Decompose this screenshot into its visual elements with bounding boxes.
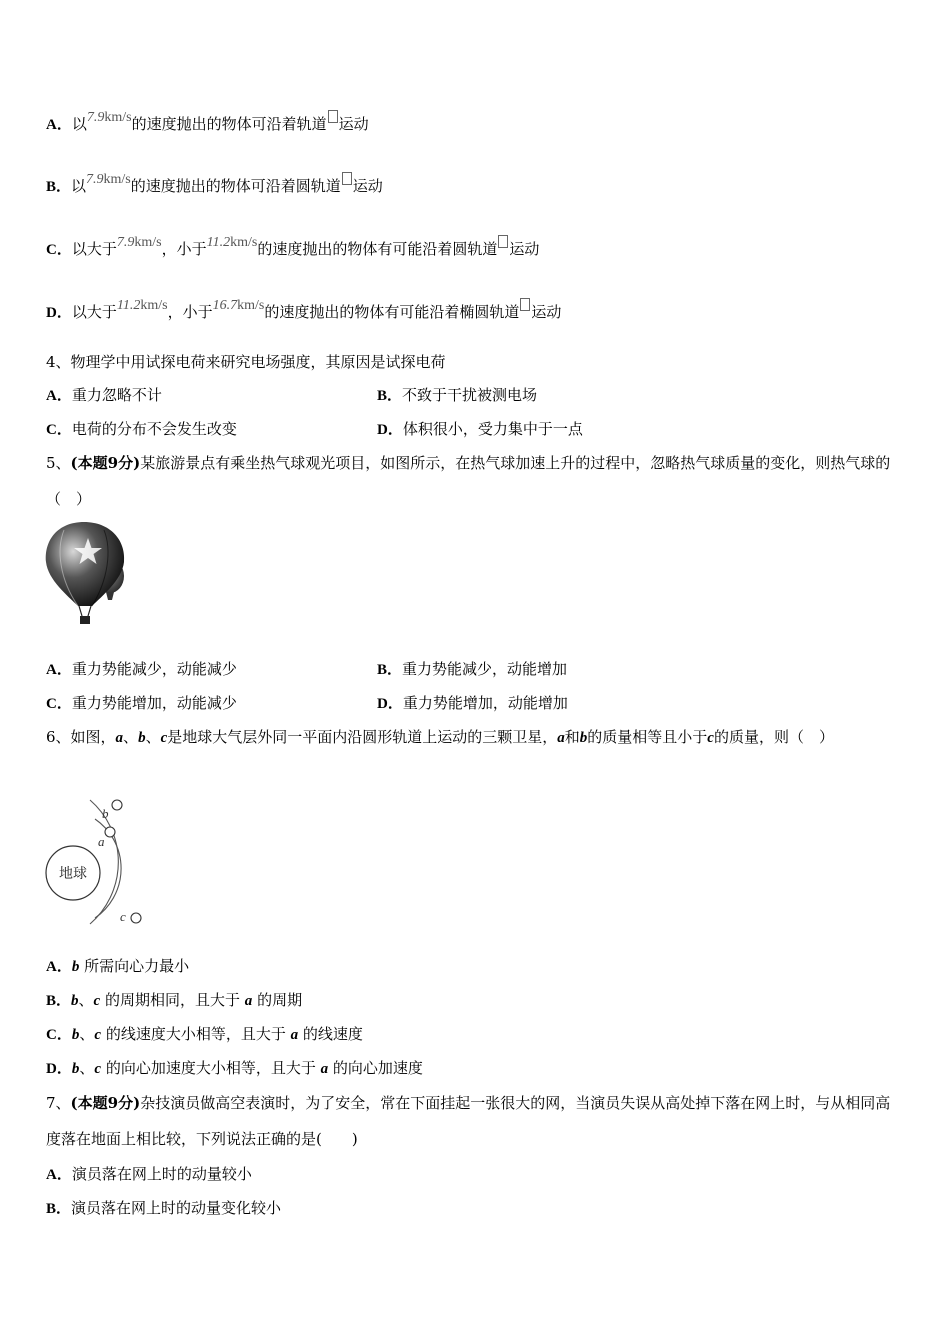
option-label: B． [46, 179, 72, 195]
speed-formula: 7.9km/s [86, 110, 132, 125]
q6-option-c: C．b、c 的线速度大小相等，且大于 a 的线速度 [46, 1025, 363, 1043]
label-c: c [120, 909, 126, 924]
satellite-orbit-diagram [40, 792, 170, 930]
q6-option-d: D．b、c 的向心加速度大小相等，且大于 a 的向心加速度 [46, 1059, 423, 1077]
q6-option-b: B．b、c 的周期相同，且大于 a 的周期 [46, 991, 303, 1009]
satellite-a [105, 827, 115, 837]
q4-option-a: A．重力忽略不计 [46, 386, 162, 404]
label-b: b [102, 806, 109, 821]
speed-formula: 7.9km/s [86, 172, 131, 187]
option-label: D． [46, 305, 72, 321]
q3-option-d: D．以大于11.2km/s，小于16.7km/s的速度抛出的物体有可能沿着椭圆轨道 运动 [46, 298, 562, 321]
q4-stem: 4、物理学中用试探电荷来研究电场强度，其原因是试探电荷 [46, 353, 446, 371]
q7-option-b: B．演员落在网上时的动量变化较小 [46, 1199, 282, 1217]
q4-option-b: B．不致于干扰被测电场 [377, 386, 538, 404]
speed-formula: 11.2km/s [206, 235, 258, 250]
q3-option-b: B．以7.9km/s的速度抛出的物体可沿着圆轨道 运动 [46, 172, 383, 195]
satellite-c [131, 913, 141, 923]
missing-glyph-box [328, 110, 338, 123]
q3-option-a: A．以7.9km/s的速度抛出的物体可沿着轨道 运动 [46, 110, 369, 133]
speed-formula: 11.2km/s [116, 298, 168, 313]
q6-stem: 6、如图，a、b、c是地球大气层外同一平面内沿圆形轨道上运动的三颗卫星，a和b的质量相等且小于c的质量，则（ ） [46, 728, 834, 746]
speed-formula: 16.7km/s [212, 298, 265, 313]
q4-option-c: C．电荷的分布不会发生改变 [46, 420, 237, 438]
q7-option-a: A．演员落在网上时的动量较小 [46, 1165, 252, 1183]
hot-air-balloon-image [44, 520, 128, 628]
q3-option-c: C．以大于7.9km/s，小于11.2km/s的速度抛出的物体有可能沿着圆轨道 运动 [46, 235, 540, 258]
q5-stem: 5、(本题9分)某旅游景点有乘坐热气球观光项目，如图所示，在热气球加速上升的过程中，忽略热气球质量的变化，则热气球的（ ） [46, 454, 891, 508]
q5-option-d: D．重力势能增加，动能增加 [377, 694, 568, 712]
earth-label: 地球 [59, 866, 87, 882]
missing-glyph-box [498, 235, 508, 248]
q6-option-a: A．b 所需向心力最小 [46, 957, 190, 975]
missing-glyph-box [520, 298, 530, 311]
speed-formula: 7.9km/s [116, 235, 162, 250]
q4-option-d: D．体积很小，受力集中于一点 [377, 420, 583, 438]
q7-stem: 7、(本题9分)杂技演员做高空表演时，为了安全，常在下面挂起一张很大的网，当演员失误从高处掉下落在网上时，与从相同高度落在地面上相比较，下列说法正确的是( ) [46, 1094, 891, 1148]
q5-option-a: A．重力势能减少，动能减少 [46, 660, 237, 678]
label-a: a [98, 834, 105, 849]
option-label: A． [46, 117, 72, 133]
q5-option-b: B．重力势能减少，动能增加 [377, 660, 568, 678]
option-label: C． [46, 242, 72, 258]
satellite-b [112, 800, 122, 810]
q5-option-c: C．重力势能增加，动能减少 [46, 694, 237, 712]
missing-glyph-box [342, 172, 352, 185]
